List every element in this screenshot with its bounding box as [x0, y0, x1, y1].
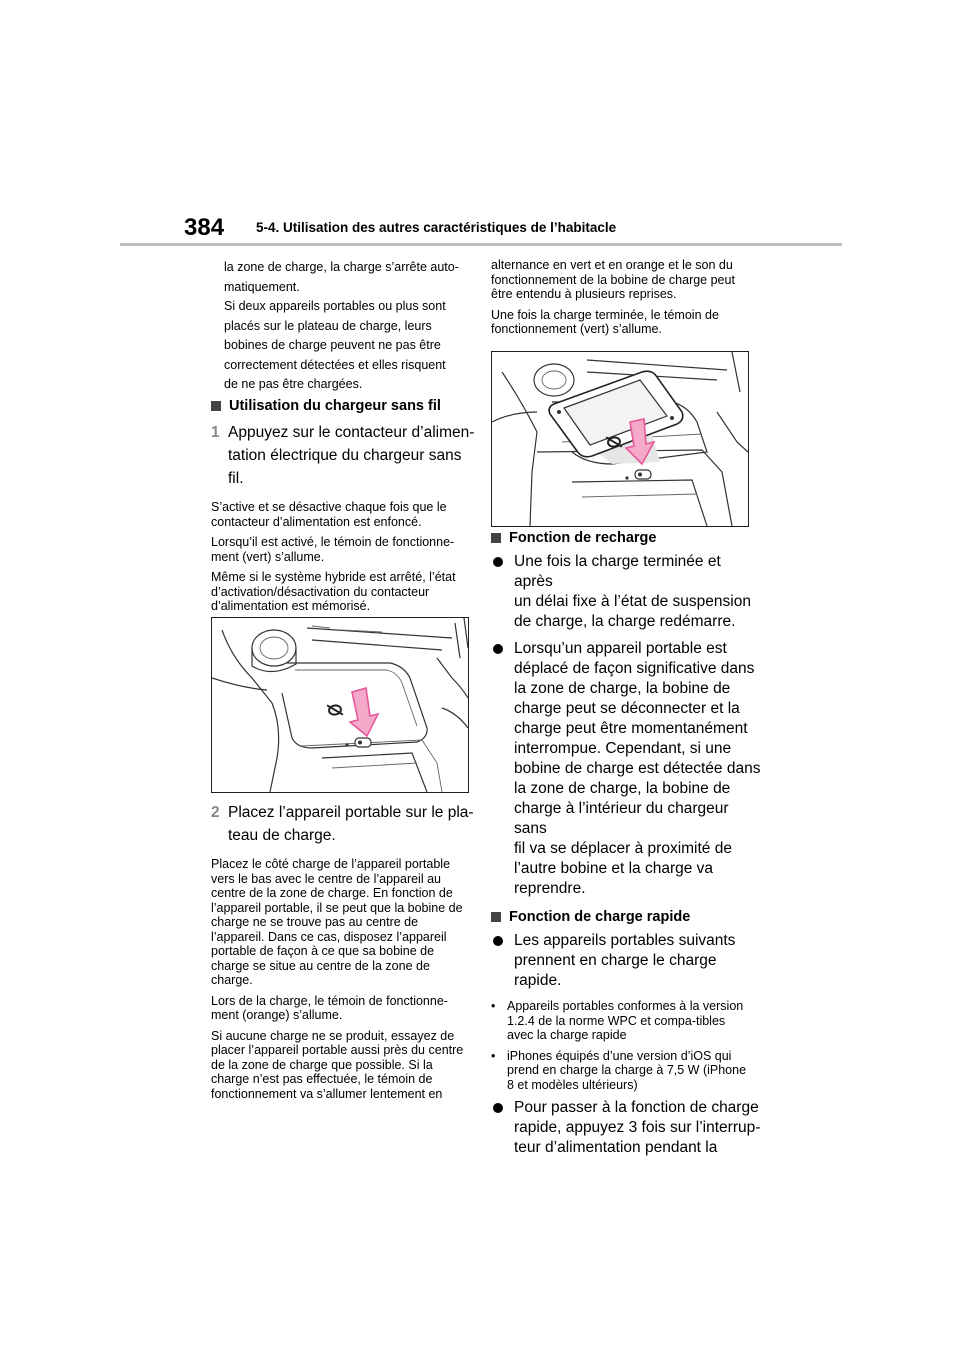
bullet-line: charge peut se déconnecter et la	[514, 700, 740, 717]
bullet-item	[491, 1098, 761, 1158]
sub-bullet-text: Appareils portables conformes à la version 1.2.4 de la norme WPC et compa-tibles avec la charge rapide	[507, 999, 744, 1042]
step-number: 1	[211, 424, 220, 441]
heading-text: Fonction de charge rapide	[509, 909, 691, 925]
paragraph: S’active et se désactive chaque fois que le contacteur d’alimentation est enfoncé.	[211, 500, 447, 529]
left-block-2	[211, 801, 481, 1107]
right-block	[491, 530, 761, 1158]
intro-line: placés sur le plateau de charge, leurs	[224, 318, 432, 333]
page-number: 384	[184, 214, 225, 241]
bullet-line: Les appareils portables suivants	[514, 932, 736, 949]
left-block	[211, 398, 481, 620]
step-line: teau de charge.	[228, 827, 336, 844]
bullet-line: déplacé de façon significative dans	[514, 660, 755, 677]
figure-phone-on-charger	[491, 351, 749, 527]
step-line: fil.	[228, 470, 244, 487]
bullet-line: interrompue. Cependant, si une	[514, 740, 732, 757]
intro-line: de ne pas être chargées.	[224, 377, 363, 391]
figure-wireless-charger-switch	[211, 617, 469, 793]
bullet-line: prennent en charge le charge	[514, 952, 717, 969]
square-bullet-icon	[211, 401, 221, 411]
step-text	[228, 421, 474, 490]
bullet-line: de charge, la charge redémarre.	[514, 613, 736, 630]
bullet-line: charge à l’intérieur du chargeur sans	[514, 800, 729, 837]
square-bullet-icon	[491, 533, 501, 543]
intro-line: Si deux appareils portables ou plus sont	[224, 299, 446, 313]
paragraph: Placez le côté charge de l’appareil portable vers le bas avec le centre de l’appareil au centre de la zone de charge. En fonction de l’appareil portable, il se peut que la bobine de charge ne se trouve pas au centre de l’appareil. Dans ce cas, disposez l’appareil portable de façon à ce que sa bobine de charge se situe au centre de la zone de charge.	[211, 857, 463, 987]
wireless-charging-symbol-icon	[327, 703, 343, 717]
round-bullet-icon	[493, 644, 503, 654]
paragraph: alternance en vert et en orange et le son du fonctionnement de la bobine de charge peut être entendu à plusieurs reprises.	[491, 258, 735, 301]
paragraph: Une fois la charge terminée, le témoin de fonctionnement (vert) s’allume.	[491, 307, 719, 336]
step-line: tation électrique du chargeur sans	[228, 447, 462, 464]
intro-line: bobines de charge peuvent ne pas être	[224, 338, 441, 352]
round-bullet-icon	[493, 557, 503, 567]
bullet-item	[491, 639, 761, 899]
bullet-line: charge peut être momentanément	[514, 720, 748, 737]
square-bullet-icon	[491, 912, 501, 922]
bullet-line: bobine de charge est détectée dans	[514, 760, 761, 777]
round-bullet-icon	[493, 1103, 503, 1113]
heading-text: Fonction de recharge	[509, 530, 657, 546]
step-line: Appuyez sur le contacteur d’alimen-	[228, 424, 475, 441]
dot-bullet: •	[491, 999, 496, 1013]
bullet-line: un délai fixe à l’état de suspension	[514, 593, 751, 610]
sub-bullet-text: iPhones équipés d’une version d’iOS qui prend en charge la charge à 7,5 W (iPhone 8 et modèles ultérieurs)	[507, 1048, 747, 1092]
bullet-line: rapide, appuyez 3 fois sur l’interrup-	[514, 1119, 761, 1136]
heading-recharge	[491, 530, 761, 546]
step-number: 2	[211, 804, 220, 821]
header-rule	[120, 243, 842, 246]
left-intro	[224, 258, 482, 395]
heading-text: Utilisation du chargeur sans fil	[229, 398, 441, 414]
right-intro	[491, 258, 747, 343]
paragraph: Lors de la charge, le témoin de fonctionne-ment (orange) s’allume.	[211, 993, 448, 1022]
section-title: 5-4. Utilisation des autres caractéristiques de l’habitacle	[256, 220, 617, 235]
step-text	[228, 801, 474, 847]
step-2	[211, 801, 481, 847]
bullet-item	[491, 552, 761, 632]
press-arrow-icon	[350, 688, 378, 736]
paragraph: Si aucune charge ne se produit, essayez de placer l’appareil portable aussi près du centre de la zone de charge que possible. Si la charge n’est pas effectuée, le témoin de fonctionnement va s’allumer lentement en	[211, 1028, 464, 1101]
intro-line: matiquement.	[224, 279, 300, 294]
bullet-line: Une fois la charge terminée et après	[514, 553, 721, 590]
bullet-line: rapide.	[514, 972, 562, 989]
bullet-line: Lorsqu’un appareil portable est	[514, 640, 727, 657]
bullet-line: fil va se déplacer à proximité de	[514, 840, 732, 857]
bullet-line: reprendre.	[514, 880, 586, 897]
bullet-line: la zone de charge, la bobine de	[514, 680, 731, 697]
bullet-line: l’autre bobine et la charge va	[514, 860, 714, 877]
sub-bullet	[491, 999, 747, 1043]
bullet-line: teur d’alimentation pendant la	[514, 1139, 718, 1156]
round-bullet-icon	[493, 936, 503, 946]
dot-bullet: •	[491, 1048, 496, 1063]
intro-line: la zone de charge, la charge s’arrête auto-	[224, 260, 459, 274]
sub-bullet	[491, 1049, 747, 1093]
bullet-item	[491, 931, 761, 991]
paragraph: Même si le système hybride est arrêté, l’état d’activation/désactivation du contacteur d’alimentation est mémorisé.	[211, 570, 456, 613]
step-line: Placez l’appareil portable sur le pla-	[228, 804, 474, 821]
bullet-line: la zone de charge, la bobine de	[514, 780, 731, 797]
heading-fast-charge	[491, 909, 761, 925]
heading-wireless-charger	[211, 398, 481, 414]
intro-line: correctement détectées et elles risquent	[224, 357, 446, 372]
paragraph: Lorsqu’il est activé, le témoin de fonctionne-ment (vert) s’allume.	[211, 535, 455, 564]
bullet-line: Pour passer à la fonction de charge	[514, 1099, 759, 1116]
step-1	[211, 421, 481, 490]
